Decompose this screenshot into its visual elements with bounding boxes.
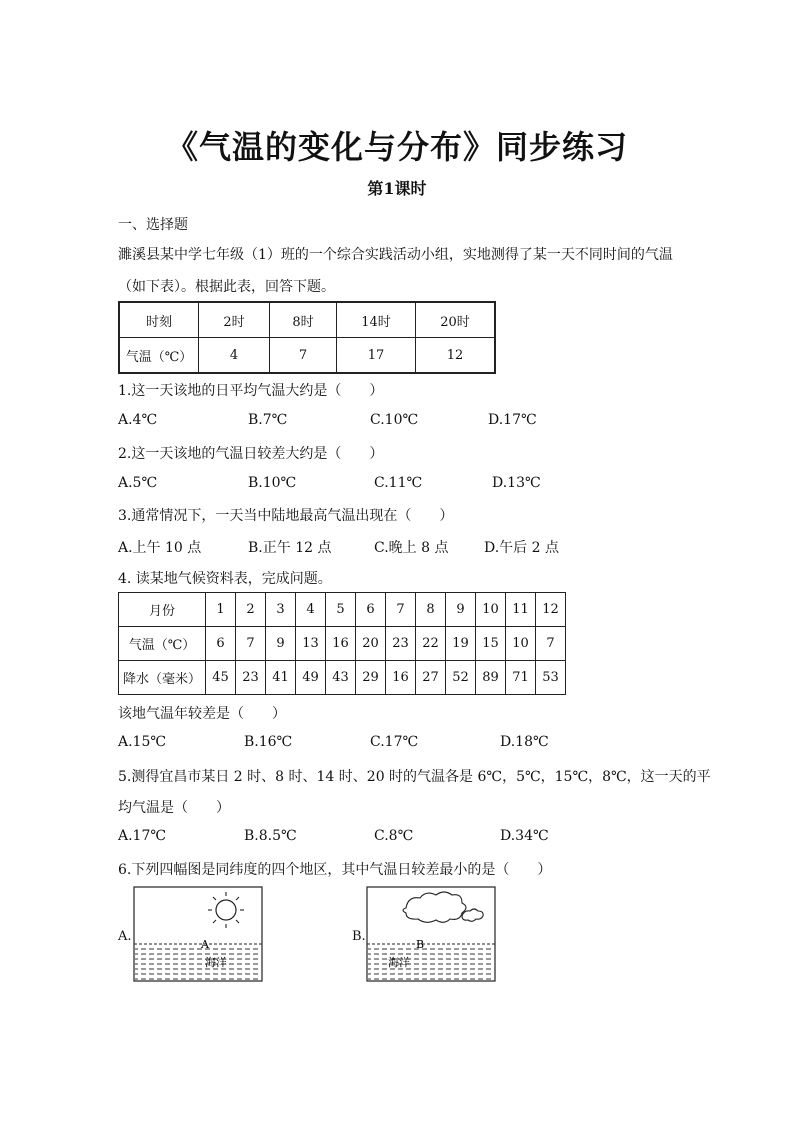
intro-line-2: （如下表）。根据此表，回答下题。: [118, 279, 335, 295]
table-cell: 71: [506, 661, 536, 695]
table-row: [119, 593, 566, 627]
figure-b-sea-label: 海洋: [388, 956, 410, 969]
table-cell: 19: [446, 627, 476, 661]
table-cell: 10: [506, 627, 536, 661]
q4-option-c: C.17℃: [370, 734, 419, 750]
q2-option-c: C.11℃: [374, 475, 423, 491]
table-cell: 气温（℃）: [119, 338, 199, 374]
table-cell: 15: [476, 627, 506, 661]
q3-option-c: C.晚上 8 点: [374, 540, 449, 556]
question-6: 6.下列四幅图是同纬度的四个地区，其中气温日较差最小的是（ ）: [118, 862, 552, 878]
q5-option-b: B.8.5℃: [244, 828, 297, 844]
table-cell: 7: [386, 593, 416, 627]
q2-option-a: A.5℃: [118, 475, 158, 491]
figure-b-option-label: B.: [352, 929, 366, 944]
table-cell: 20: [356, 627, 386, 661]
table-cell: 2: [236, 593, 266, 627]
q4-option-a: A.15℃: [118, 734, 167, 750]
table-cell: 6: [206, 627, 236, 661]
temperature-time-table: [118, 301, 496, 374]
table-cell: 52: [446, 661, 476, 695]
table-cell: 12: [416, 338, 496, 374]
table-cell: 时刻: [119, 302, 199, 338]
table-cell: 14时: [337, 302, 416, 338]
question-5-line-1: 5.测得宜昌市某日 2 时、8 时、14 时、20 时的气温各是 6℃，5℃，15℃，8℃，这一天的平: [118, 769, 711, 785]
q2-option-d: D.13℃: [492, 475, 541, 491]
q1-option-a: A.4℃: [118, 412, 158, 428]
cloud-icon: [403, 892, 483, 922]
table-cell: 20时: [416, 302, 496, 338]
table-cell: 27: [416, 661, 446, 695]
intro-line-1: 濉溪县某中学七年级（1）班的一个综合实践活动小组，实地测得了某一天不同时间的气温: [118, 247, 673, 263]
sun-icon: [208, 892, 244, 928]
figure-b-diagram: [366, 886, 496, 982]
table-cell: 7: [270, 338, 337, 374]
q3-option-a: A.上午 10 点: [118, 540, 202, 556]
figure-b-marker: B: [416, 938, 425, 951]
table-cell: 5: [326, 593, 356, 627]
table-cell: 7: [236, 627, 266, 661]
question-4-prompt: 该地气温年较差是（ ）: [118, 706, 286, 722]
section-heading: 一、选择题: [118, 217, 188, 233]
q1-option-c: C.10℃: [370, 412, 419, 428]
table-cell: 4: [296, 593, 326, 627]
table-cell: 降水（毫米）: [119, 661, 206, 695]
table-cell: 89: [476, 661, 506, 695]
table-cell: 11: [506, 593, 536, 627]
q3-option-b: B.正午 12 点: [248, 540, 332, 556]
question-4: 4. 读某地气候资料表，完成问题。: [118, 571, 332, 587]
table-cell: 29: [356, 661, 386, 695]
question-3: 3.通常情况下，一天当中陆地最高气温出现在（ ）: [118, 508, 454, 524]
table-row: [119, 661, 566, 695]
table-row: [119, 338, 495, 374]
table-cell: 17: [337, 338, 416, 374]
table-cell: 9: [446, 593, 476, 627]
table-cell: 12: [536, 593, 566, 627]
table-cell: 16: [326, 627, 356, 661]
question-2: 2.这一天该地的气温日较差大约是（ ）: [118, 446, 384, 462]
table-cell: 6: [356, 593, 386, 627]
table-cell: 16: [386, 661, 416, 695]
q1-option-d: D.17℃: [488, 412, 537, 428]
page-title: 《气温的变化与分布》同步练习: [165, 128, 628, 166]
table-cell: 3: [266, 593, 296, 627]
table-cell: 49: [296, 661, 326, 695]
figure-a-option-label: A.: [118, 929, 132, 944]
table-cell: 41: [266, 661, 296, 695]
table-cell: 4: [199, 338, 270, 374]
table-cell: 1: [206, 593, 236, 627]
table-cell: 气温（℃）: [119, 627, 206, 661]
table-cell: 9: [266, 627, 296, 661]
table-cell: 10: [476, 593, 506, 627]
table-cell: 7: [536, 627, 566, 661]
table-cell: 23: [236, 661, 266, 695]
table-cell: 8: [416, 593, 446, 627]
table-cell: 45: [206, 661, 236, 695]
q2-option-b: B.10℃: [248, 475, 297, 491]
table-cell: 43: [326, 661, 356, 695]
table-cell: 8时: [270, 302, 337, 338]
figure-a-diagram: [133, 886, 263, 982]
q5-option-a: A.17℃: [118, 828, 167, 844]
figure-a-sea-label: 海洋: [205, 956, 227, 969]
table-cell: 月份: [119, 593, 206, 627]
q4-option-d: D.18℃: [500, 734, 549, 750]
table-row: [119, 302, 495, 338]
table-cell: 22: [416, 627, 446, 661]
question-5-line-2: 均气温是（ ）: [118, 800, 230, 816]
table-cell: 2时: [199, 302, 270, 338]
q5-option-d: D.34℃: [500, 828, 549, 844]
table-cell: 23: [386, 627, 416, 661]
q5-option-c: C.8℃: [374, 828, 414, 844]
q4-option-b: B.16℃: [244, 734, 293, 750]
climate-data-table: [118, 592, 566, 695]
lesson-subtitle: 第1课时: [367, 179, 427, 198]
table-cell: 13: [296, 627, 326, 661]
q1-option-b: B.7℃: [248, 412, 288, 428]
table-cell: 53: [536, 661, 566, 695]
q3-option-d: D.午后 2 点: [484, 540, 559, 556]
table-row: [119, 627, 566, 661]
figure-a-marker: A: [201, 938, 209, 951]
question-1: 1.这一天该地的日平均气温大约是（ ）: [118, 383, 384, 399]
